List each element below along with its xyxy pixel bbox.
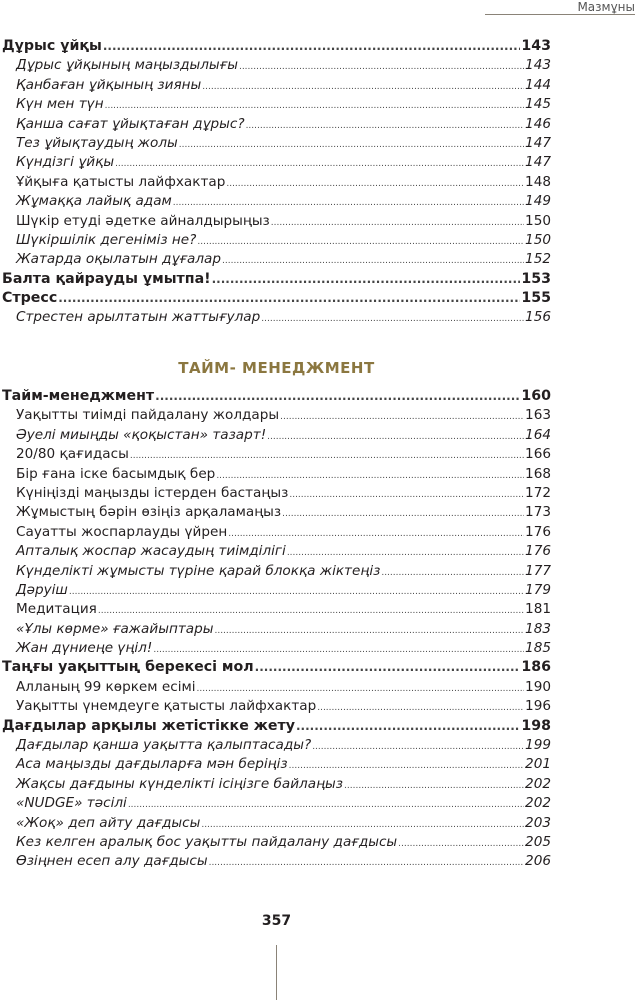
- toc-dot-leader: [261, 308, 524, 329]
- toc-entry-page: 176: [525, 523, 551, 540]
- toc-entry-title: Күніңізді маңызды істерден бастаңыз: [16, 484, 289, 501]
- toc-entry-title: Күнделікті жұмысты түріне қарай блокқа жіктеңіз: [16, 562, 381, 579]
- toc-entry: [2, 250, 551, 269]
- toc-dot-leader: [226, 173, 524, 194]
- toc-entry: [2, 542, 551, 561]
- toc-entry: [2, 231, 551, 250]
- toc-entry-page: 147: [525, 154, 551, 171]
- toc-dot-leader: [312, 736, 524, 757]
- toc-entry-page: 153: [521, 270, 551, 287]
- page-number: 357: [261, 913, 292, 929]
- toc-entry-page: 146: [525, 115, 551, 132]
- toc-entry: [2, 115, 551, 134]
- toc-dot-leader: [173, 192, 524, 213]
- toc-dot-leader: [58, 289, 520, 308]
- toc-entry-title: Балта қайрауды ұмытпа!: [2, 270, 211, 287]
- toc-entry-page: 150: [525, 212, 551, 229]
- toc-entry: [2, 581, 551, 600]
- toc-entry: [2, 134, 551, 153]
- toc-entry-page: 147: [525, 134, 551, 151]
- toc-entry: [2, 503, 551, 522]
- toc-entry-page: 143: [525, 57, 551, 74]
- running-header-rule: [485, 14, 635, 15]
- toc-entry-page: 168: [525, 465, 551, 482]
- toc-entry-page: 201: [525, 756, 551, 773]
- running-header: [485, 0, 635, 16]
- toc-entry: [2, 755, 551, 774]
- toc-entry: [2, 37, 551, 56]
- toc-entry-title: Алланың 99 көркем есімі: [16, 678, 196, 695]
- toc-entry: [2, 76, 551, 95]
- toc-dot-leader: [216, 465, 524, 486]
- running-header-title: Мазмұны: [577, 0, 635, 14]
- toc-entry: [2, 658, 551, 677]
- toc-entry-page: 145: [525, 96, 551, 113]
- toc-entry: [2, 289, 551, 308]
- toc-list-time-management: [2, 387, 551, 872]
- toc-dot-leader: [246, 115, 524, 136]
- toc-entry-title: Сауатты жоспарлауды үйрен: [16, 523, 228, 540]
- toc-dot-leader: [128, 794, 524, 815]
- toc-dot-leader: [98, 600, 524, 621]
- toc-entry: [2, 833, 551, 852]
- toc-entry: [2, 387, 551, 406]
- toc-entry-page: 150: [525, 231, 551, 248]
- toc-dot-leader: [282, 503, 524, 524]
- toc-entry-title: Медитация: [16, 601, 97, 618]
- toc-entry-title: Дағдылар қанша уақытта қалыптасады?: [16, 737, 312, 754]
- toc-entry-page: 183: [525, 620, 551, 637]
- toc-dot-leader: [317, 697, 524, 718]
- toc-entry: [2, 308, 551, 327]
- toc-entry-title: Апталық жоспар жасаудың тиімділігі: [16, 543, 286, 560]
- toc-dot-leader: [381, 562, 524, 583]
- toc-entry: [2, 426, 551, 445]
- toc-entry: [2, 212, 551, 231]
- toc-dot-leader: [115, 153, 524, 174]
- toc-entry-page: 196: [525, 698, 551, 715]
- toc-dot-leader: [228, 523, 524, 544]
- toc-entry-page: 190: [525, 678, 551, 695]
- toc-entry-title: Аса маңызды дағдыларға мән беріңіз: [16, 756, 288, 773]
- toc-entry-title: Өзіңнен есеп алу дағдысы: [16, 853, 208, 870]
- toc-entry-title: Дұрыс ұйқының маңыздылығы: [16, 57, 238, 74]
- toc-entry-page: 202: [525, 775, 551, 792]
- toc-entry: [2, 465, 551, 484]
- toc-entry-title: Жақсы дағдыны күнделікті ісіңізге байлаңыз: [16, 775, 344, 792]
- toc-dot-leader: [344, 775, 524, 796]
- toc-entry: [2, 192, 551, 211]
- toc-entry-title: «NUDGE» тәсілі: [16, 795, 127, 812]
- toc-entry-title: Қанбаған ұйқының зияны: [16, 76, 202, 93]
- toc-dot-leader: [287, 542, 524, 563]
- toc-entry: [2, 153, 551, 172]
- toc-entry-title: Бір ғана іске басымдық бер: [16, 465, 216, 482]
- toc-entry: [2, 406, 551, 425]
- toc-entry: [2, 270, 551, 289]
- toc-entry: [2, 562, 551, 581]
- toc-entry-title: Шүкіршілік дегеніміз не?: [16, 231, 197, 248]
- toc-entry-page: 199: [525, 737, 551, 754]
- toc-entry: [2, 484, 551, 503]
- toc-entry: [2, 794, 551, 813]
- toc-entry: [2, 697, 551, 716]
- toc-dot-leader: [214, 620, 524, 641]
- toc-entry-page: 149: [525, 193, 551, 210]
- toc-dot-leader: [197, 231, 524, 252]
- toc-dot-leader: [280, 406, 524, 427]
- toc-entry-title: Стрестен арылтатын жаттығулар: [16, 309, 261, 326]
- toc-entry-page: 156: [525, 309, 551, 326]
- toc-dot-leader: [130, 445, 524, 466]
- toc-entry-page: 206: [525, 853, 551, 870]
- toc-entry-page: 176: [525, 543, 551, 560]
- toc-entry-page: 160: [521, 388, 551, 404]
- toc-entry: [2, 600, 551, 619]
- toc-dot-leader: [289, 484, 524, 505]
- toc-entry: [2, 95, 551, 114]
- toc-entry-title: Күндізгі ұйқы: [16, 154, 115, 171]
- toc-entry-page: 143: [521, 38, 551, 54]
- section-heading: ТАЙМ- МЕНЕДЖМЕНТ: [178, 359, 375, 377]
- toc-dot-leader: [179, 134, 524, 155]
- toc-entry-title: Тез ұйықтаудың жолы: [16, 134, 178, 151]
- toc-dot-leader: [271, 212, 524, 233]
- toc-entry: [2, 736, 551, 755]
- toc-entry-title: Тайм-менеджмент: [2, 388, 155, 404]
- toc-entry-page: 198: [521, 717, 551, 734]
- toc-entry-title: Қанша сағат ұйықтаған дұрыс?: [16, 115, 245, 132]
- toc-entry-title: «Жоқ» деп айту дағдысы: [16, 814, 201, 831]
- toc-entry: [2, 56, 551, 75]
- toc-dot-leader: [209, 852, 524, 873]
- toc-entry: [2, 445, 551, 464]
- page-number-rule: [276, 945, 277, 1000]
- toc-dot-leader: [69, 581, 524, 602]
- toc-entry-title: Дұрыс ұйқы: [2, 38, 102, 54]
- toc-entry-title: Уақытты үнемдеуге қатысты лайфхактар: [16, 698, 317, 715]
- toc-entry-title: Жан дүниеңе үңіл!: [16, 640, 153, 657]
- toc-entry: [2, 639, 551, 658]
- toc-entry: [2, 173, 551, 192]
- toc-entry-page: 152: [525, 251, 551, 268]
- toc-entry-title: Әуелі миыңды «қоқыстан» тазарт!: [16, 426, 267, 443]
- toc-entry-page: 164: [525, 426, 551, 443]
- toc-entry-title: Кез келген аралық бос уақытты пайдалану дағдысы: [16, 833, 398, 850]
- toc-list-sleep: [2, 37, 551, 328]
- toc-dot-leader: [289, 755, 524, 776]
- toc-entry-page: 148: [525, 173, 551, 190]
- toc-dot-leader: [255, 658, 521, 677]
- toc-entry-title: Жұмаққа лайық адам: [16, 193, 172, 210]
- toc-entry-title: Жатарда оқылатын дұғалар: [16, 251, 222, 268]
- toc-entry-title: Таңғы уақыттың берекесі мол: [2, 659, 254, 676]
- toc-dot-leader: [201, 814, 524, 835]
- toc-dot-leader: [197, 678, 525, 699]
- toc-entry-title: Жұмыстың бәрін өзіңіз арқаламаңыз: [16, 504, 282, 521]
- toc-dot-leader: [212, 270, 521, 289]
- toc-entry-page: 181: [525, 601, 551, 618]
- toc-entry-page: 166: [525, 446, 551, 463]
- toc-entry-title: Стресс: [2, 290, 58, 307]
- toc-entry: [2, 523, 551, 542]
- toc-dot-leader: [103, 37, 521, 56]
- toc-entry-page: 202: [525, 795, 551, 812]
- toc-entry-page: 163: [525, 407, 551, 424]
- toc-entry-title: Дағдылар арқылы жетістікке жету: [2, 717, 295, 734]
- toc-entry-title: Уақытты тиімді пайдалану жолдары: [16, 407, 280, 424]
- toc-entry-title: «Ұлы көрме» ғажайыптары: [16, 620, 214, 637]
- toc-entry: [2, 620, 551, 639]
- toc-entry-title: Шүкір етуді әдетке айналдырыңыз: [16, 212, 270, 229]
- toc-entry-title: 20/80 қағидасы: [16, 446, 129, 463]
- toc-entry-page: 177: [525, 562, 551, 579]
- toc-dot-leader: [296, 717, 520, 736]
- toc-entry-title: Дәруіш: [16, 581, 68, 598]
- toc-entry-page: 172: [525, 484, 551, 501]
- toc-entry-page: 155: [521, 290, 551, 307]
- toc-entry-page: 203: [525, 814, 551, 831]
- toc-entry-page: 205: [525, 833, 551, 850]
- toc-entry-page: 179: [525, 581, 551, 598]
- toc-dot-leader: [239, 56, 524, 77]
- toc-entry-title: Күн мен түн: [16, 96, 104, 113]
- toc-entry-page: 185: [525, 640, 551, 657]
- toc-entry-page: 144: [525, 76, 551, 93]
- toc-entry-page: 173: [525, 504, 551, 521]
- toc-entry: [2, 814, 551, 833]
- toc-dot-leader: [155, 387, 520, 406]
- toc-dot-leader: [267, 426, 524, 447]
- toc-dot-leader: [202, 76, 524, 97]
- toc-dot-leader: [398, 833, 524, 854]
- toc-dot-leader: [222, 250, 524, 271]
- toc-dot-leader: [105, 95, 524, 116]
- toc-entry-page: 186: [521, 659, 551, 676]
- toc-entry-title: Ұйқыға қатысты лайфхактар: [16, 173, 226, 190]
- toc-dot-leader: [153, 639, 524, 660]
- toc-entry: [2, 852, 551, 871]
- toc-entry: [2, 678, 551, 697]
- toc-entry: [2, 717, 551, 736]
- toc-entry: [2, 775, 551, 794]
